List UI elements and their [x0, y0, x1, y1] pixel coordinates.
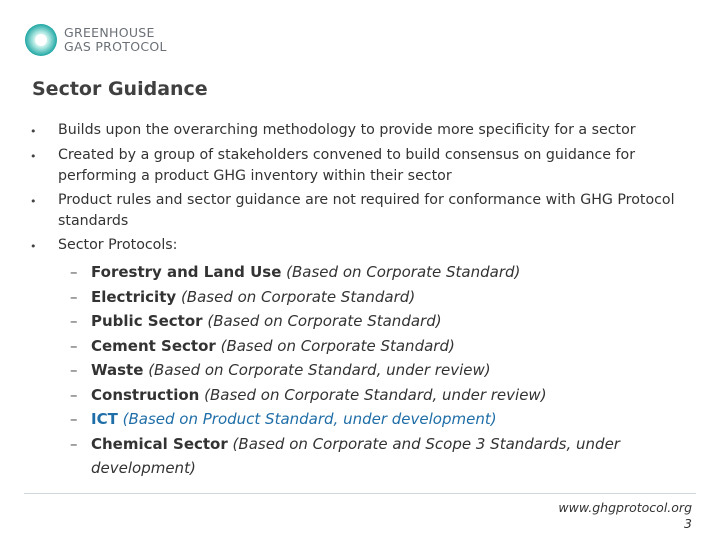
bullet-item — [30, 190, 680, 232]
dash-icon: – — [70, 336, 78, 355]
ghg-protocol-logo — [24, 20, 167, 60]
protocol-item — [70, 334, 680, 359]
globe-logo-icon — [24, 23, 58, 57]
bullet-text: Sector Protocols: — [58, 237, 178, 253]
protocol-name: Electricity — [91, 287, 177, 306]
dash-icon: – — [70, 312, 78, 330]
page-title: Sector Guidance — [32, 78, 208, 100]
dash-icon: – — [70, 287, 78, 306]
bullet-icon: • — [30, 240, 37, 253]
bullet-text: Product rules and sector guidance are not required for conformance with GHG Protocol standards — [58, 192, 675, 229]
bullet-item — [30, 235, 680, 257]
footer — [558, 500, 692, 532]
protocol-name: Waste — [91, 361, 144, 379]
bullet-item — [30, 120, 680, 142]
protocol-note: (Based on Corporate Standard, under review) — [204, 385, 547, 404]
dash-icon: – — [70, 434, 78, 453]
footer-divider — [24, 493, 696, 494]
protocol-name: Chemical Sector — [91, 434, 228, 453]
dash-icon: – — [70, 385, 78, 404]
dash-icon: – — [70, 410, 78, 428]
sector-protocol-list — [70, 260, 680, 481]
content — [30, 120, 680, 481]
protocol-note: (Based on Corporate Standard) — [286, 263, 521, 281]
protocol-item — [70, 383, 680, 408]
page-number: 3 — [684, 516, 692, 531]
dash-icon: – — [70, 263, 78, 281]
bullet-text: Created by a group of stakeholders convened to build consensus on guidance for performing a product GHG inventory within their sector — [58, 147, 636, 184]
protocol-note: (Based on Corporate Standard, under review) — [148, 361, 491, 379]
protocol-note: (Based on Corporate Standard) — [220, 336, 455, 355]
footer-url: www.ghgprotocol.org — [558, 500, 692, 515]
bullet-icon: • — [30, 195, 37, 208]
bullet-text: Builds upon the overarching methodology to provide more specificity for a sector — [58, 122, 636, 138]
logo-line-2: GAS PROTOCOL — [64, 39, 167, 54]
protocol-note: (Based on Corporate Standard) — [180, 287, 416, 306]
bullet-item — [30, 145, 680, 187]
protocol-item-highlighted — [70, 407, 680, 432]
bullet-icon: • — [30, 150, 37, 163]
protocol-item — [70, 260, 680, 285]
logo-line-1: GREENHOUSE — [64, 25, 155, 40]
dash-icon: – — [70, 361, 78, 379]
protocol-name: Public Sector — [91, 312, 203, 330]
protocol-item — [70, 285, 680, 310]
protocol-item — [70, 309, 680, 334]
protocol-item — [70, 358, 680, 383]
protocol-name: Cement Sector — [91, 336, 216, 355]
bullet-icon: • — [30, 125, 37, 138]
protocol-name: Forestry and Land Use — [91, 263, 282, 281]
protocol-item — [70, 432, 680, 481]
protocol-note: (Based on Corporate Standard) — [207, 312, 442, 330]
protocol-name: Construction — [91, 385, 200, 404]
protocol-note: (Based on Corporate and Scope 3 Standards, under development) — [91, 434, 620, 477]
protocol-name: ICT — [91, 410, 118, 428]
protocol-note: (Based on Product Standard, under development) — [122, 410, 497, 428]
